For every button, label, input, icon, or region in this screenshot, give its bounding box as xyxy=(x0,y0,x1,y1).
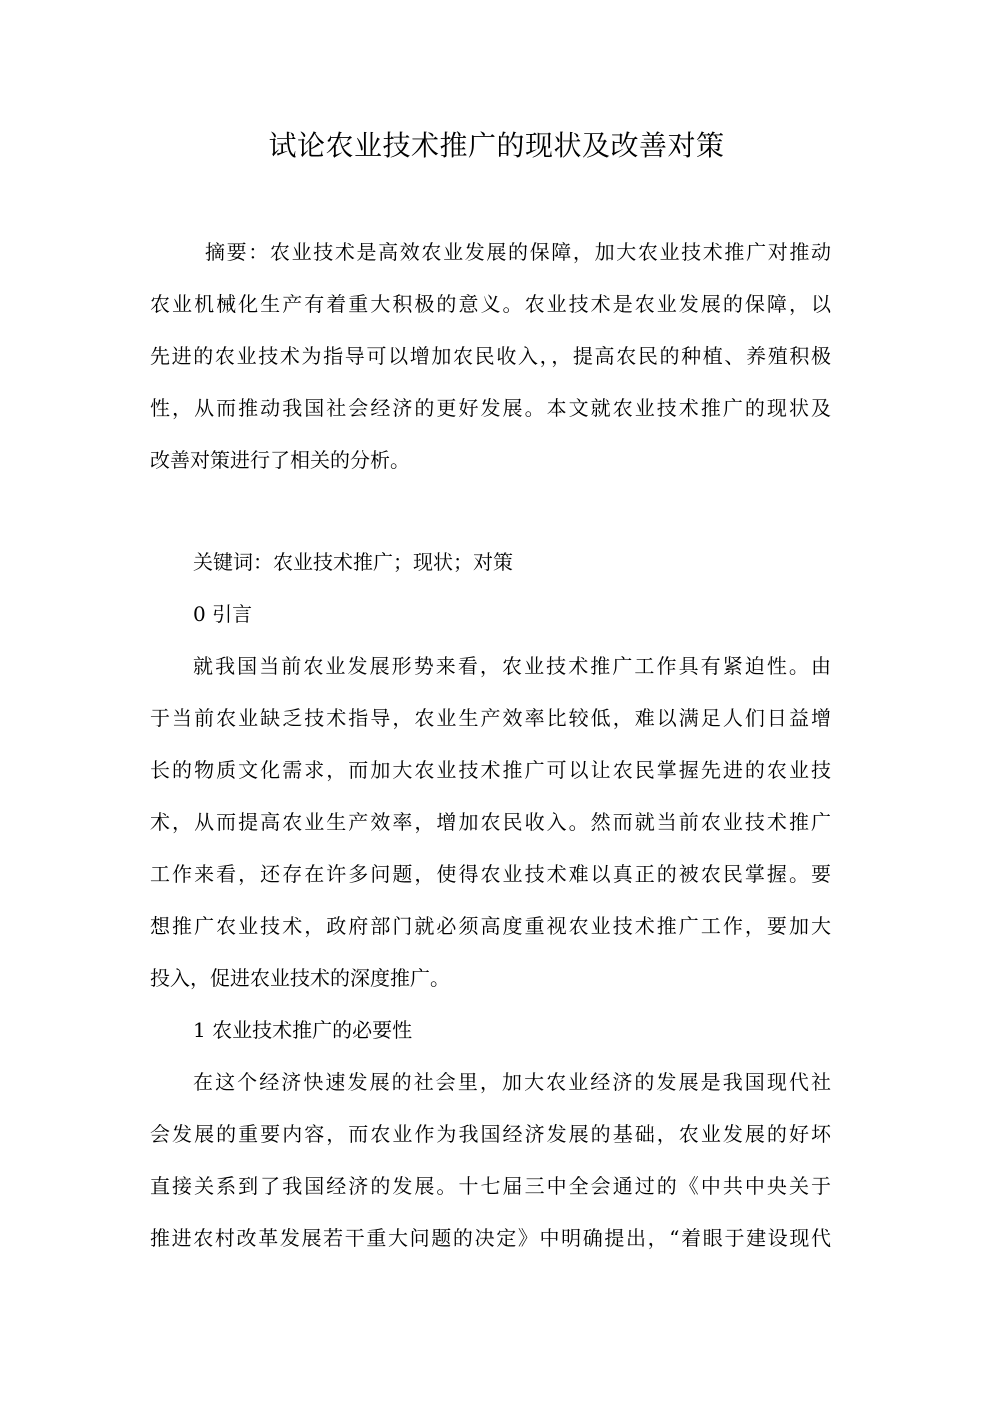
abstract-line: 性，从而推动我国社会经济的更好发展。本文就农业技术推广的现状及 xyxy=(150,396,831,420)
intro-line: 长的物质文化需求，而加大农业技术推广可以让农民掌握先进的农业技 xyxy=(150,758,831,782)
necessity-line: 推进农村改革发展若干重大问题的决定》中明确提出，“着眼于建设现代 xyxy=(150,1226,831,1250)
intro-line: 于当前农业缺乏技术指导，农业生产效率比较低，难以满足人们日益增 xyxy=(150,706,831,730)
abstract-line: 改善对策进行了相关的分析。 xyxy=(150,448,410,472)
section-heading-intro: 0 引言 xyxy=(193,602,253,626)
keywords: 关键词：农业技术推广；现状；对策 xyxy=(193,550,513,574)
abstract-line: 先进的农业技术为指导可以增加农民收入，，提高农民的种植、养殖积极 xyxy=(150,344,831,368)
abstract-line: 摘要：农业技术是高效农业发展的保障，加大农业技术推广对推动 xyxy=(205,240,831,264)
abstract-line: 农业机械化生产有着重大积极的意义。农业技术是农业发展的保障，以 xyxy=(150,292,831,316)
intro-line: 就我国当前农业发展形势来看，农业技术推广工作具有紧迫性。由 xyxy=(193,654,831,678)
necessity-line: 直接关系到了我国经济的发展。十七届三中全会通过的《中共中央关于 xyxy=(150,1174,831,1198)
section-heading-necessity: 1 农业技术推广的必要性 xyxy=(193,1018,413,1042)
document-title: 试论农业技术推广的现状及改善对策 xyxy=(268,129,725,162)
intro-line: 投入，促进农业技术的深度推广。 xyxy=(150,966,450,990)
intro-line: 想推广农业技术，政府部门就必须高度重视农业技术推广工作，要加大 xyxy=(150,914,831,938)
necessity-line: 在这个经济快速发展的社会里，加大农业经济的发展是我国现代社 xyxy=(193,1070,831,1094)
intro-line: 术，从而提高农业生产效率，增加农民收入。然而就当前农业技术推广 xyxy=(150,810,831,834)
intro-line: 工作来看，还存在许多问题，使得农业技术难以真正的被农民掌握。要 xyxy=(150,862,831,886)
necessity-line: 会发展的重要内容，而农业作为我国经济发展的基础，农业发展的好坏 xyxy=(150,1122,831,1146)
